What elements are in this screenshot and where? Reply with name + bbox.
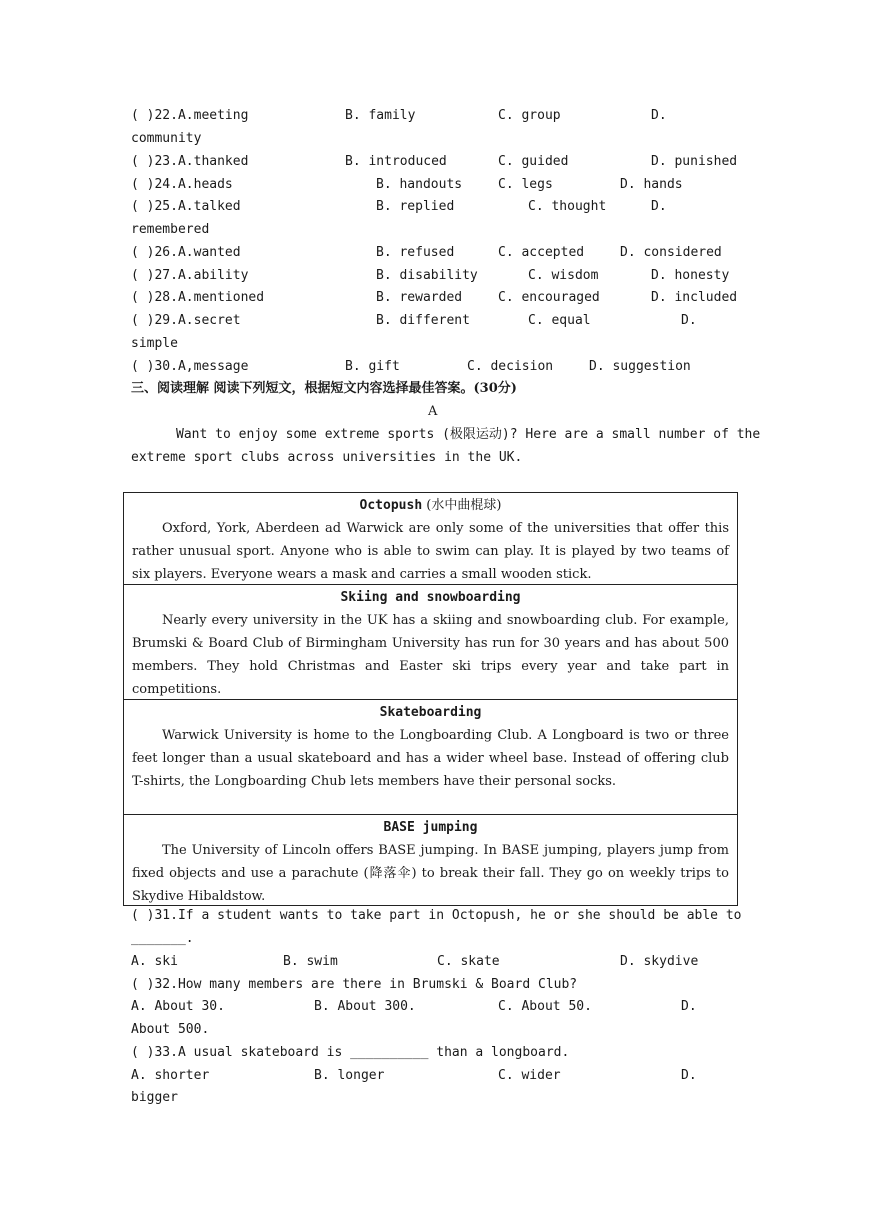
option-b: B. different — [376, 313, 470, 328]
q32-stem: ( )32.How many members are there in Brumski & Board Club? — [131, 977, 578, 992]
option-d-wrap: simple — [131, 336, 178, 351]
club-skiing — [124, 584, 737, 699]
option-c: C. decision — [467, 359, 554, 374]
club-title: Octopush (水中曲棍球) — [359, 498, 502, 513]
option-b: B. handouts — [376, 177, 463, 192]
club-description: Warwick University is home to the Longboarding Club. A Longboard is two or three feet longer than a usual skateboard and has a wider wheel base. Instead of offering club T-shirts, the Longboarding Chub lets members have their personal socks. — [132, 728, 729, 789]
q31-option-a: A. ski — [131, 954, 178, 969]
option-d: D. suggestion — [589, 359, 691, 374]
option-c: C. guided — [498, 154, 569, 169]
option-c: C. group — [498, 108, 561, 123]
q31-option-c: C. skate — [437, 954, 500, 969]
option-d: D. — [651, 108, 667, 123]
option-a: A.secret — [177, 313, 241, 328]
option-d: D. honesty — [651, 268, 730, 283]
q32-option-c: C. About 50. — [498, 999, 592, 1014]
option-c: C. equal — [528, 313, 591, 328]
option-d: D. hands — [620, 177, 683, 192]
option-d: D. — [651, 199, 667, 214]
club-description: Oxford, York, Aberdeen ad Warwick are only some of the universities that offer this rather unusual sport. Anyone who is able to swim can play. It is played by two teams of six players. Everyone wears a mask and carries a small wooden stick. — [132, 521, 729, 582]
cloze-25-stem: ( )25.A.talked — [131, 199, 241, 214]
option-b: B. refused — [376, 245, 455, 260]
option-c: C. legs — [498, 177, 553, 192]
section-heading: 三、阅读理解 阅读下列短文，根据短文内容选择最佳答案。(30分) — [131, 381, 517, 396]
option-b: B. introduced — [345, 154, 447, 169]
clubs-table — [123, 492, 738, 906]
q33-stem: ( )33.A usual skateboard is __________ than a longboard. — [131, 1045, 570, 1060]
option-b: B. replied — [376, 199, 455, 214]
club-description: The University of Lincoln offers BASE jumping. In BASE jumping, players jump from fixed objects and use a parachute (降落伞) to break their fall. They go on weekly trips to Skydive Hibaldstow. — [132, 843, 729, 904]
cloze-26-stem: ( )26.A.wanted — [131, 245, 241, 260]
q32-option-d: D. — [681, 999, 697, 1014]
q33-option-a: A. shorter — [131, 1068, 210, 1083]
intro-line-1: Want to enjoy some extreme sports (极限运动)? Here are a small number of the — [176, 427, 761, 442]
option-c: C. thought — [528, 199, 607, 214]
cloze-29-stem: ( )29.A.secret — [131, 313, 241, 328]
club-octopush — [124, 493, 737, 584]
option-b: B. rewarded — [376, 290, 463, 305]
option-c: C. accepted — [498, 245, 585, 260]
option-a: A.thanked — [177, 154, 249, 169]
option-d-wrap: remembered — [131, 222, 210, 237]
q32-option-a: A. About 30. — [131, 999, 225, 1014]
q31-blank: _______. — [131, 931, 194, 946]
club-base-jumping — [124, 814, 737, 905]
q31-stem: ( )31.If a student wants to take part in Octopush, he or she should be able to — [131, 908, 742, 923]
cloze-24-stem: ( )24.A.heads — [131, 177, 233, 192]
q31-option-b: B. swim — [283, 954, 338, 969]
option-d: D. punished — [651, 154, 738, 169]
option-a: A,message — [177, 359, 249, 374]
option-a: A.wanted — [177, 245, 241, 260]
club-description: Nearly every university in the UK has a skiing and snowboarding club. For example, Brumski & Board Club of Birmingham University has run for 30 years and has about 500 members. They hold Christmas and Easter ski trips every year and take part in competitions. — [132, 613, 729, 697]
q33-option-d: D. — [681, 1068, 697, 1083]
cloze-22-stem: ( )22.A.meeting — [131, 108, 249, 123]
cloze-30-stem: ( )30.A,message — [131, 359, 249, 374]
cloze-28-stem: ( )28.A.mentioned — [131, 290, 265, 305]
option-d-wrap: community — [131, 131, 202, 146]
q32-option-b: B. About 300. — [314, 999, 416, 1014]
q31-option-d: D. skydive — [620, 954, 699, 969]
option-a: A.heads — [177, 177, 233, 192]
option-a: A.talked — [177, 199, 241, 214]
option-b: B. disability — [376, 268, 478, 283]
option-a: A.mentioned — [177, 290, 265, 305]
q33-option-c: C. wider — [498, 1068, 561, 1083]
option-c: C. encouraged — [498, 290, 600, 305]
option-a: A.ability — [177, 268, 249, 283]
intro-line-2: extreme sport clubs across universities in the UK. — [131, 450, 523, 465]
q33-option-d-wrap: bigger — [131, 1090, 178, 1105]
cloze-23-stem: ( )23.A.thanked — [131, 154, 249, 169]
club-title: BASE jumping — [383, 820, 478, 835]
club-title: Skateboarding — [379, 705, 482, 720]
q33-option-b: B. longer — [314, 1068, 385, 1083]
passage-letter: A — [428, 404, 438, 419]
cloze-27-stem: ( )27.A.ability — [131, 268, 249, 283]
option-d: D. — [681, 313, 697, 328]
option-c: C. wisdom — [528, 268, 599, 283]
club-skateboarding — [124, 699, 737, 814]
option-d: D. considered — [620, 245, 722, 260]
option-b: B. gift — [345, 359, 400, 374]
option-a: A.meeting — [177, 108, 249, 123]
club-title: Skiing and snowboarding — [340, 590, 521, 605]
option-b: B. family — [345, 108, 416, 123]
option-d: D. included — [651, 290, 738, 305]
q32-option-d-wrap: About 500. — [131, 1022, 210, 1037]
